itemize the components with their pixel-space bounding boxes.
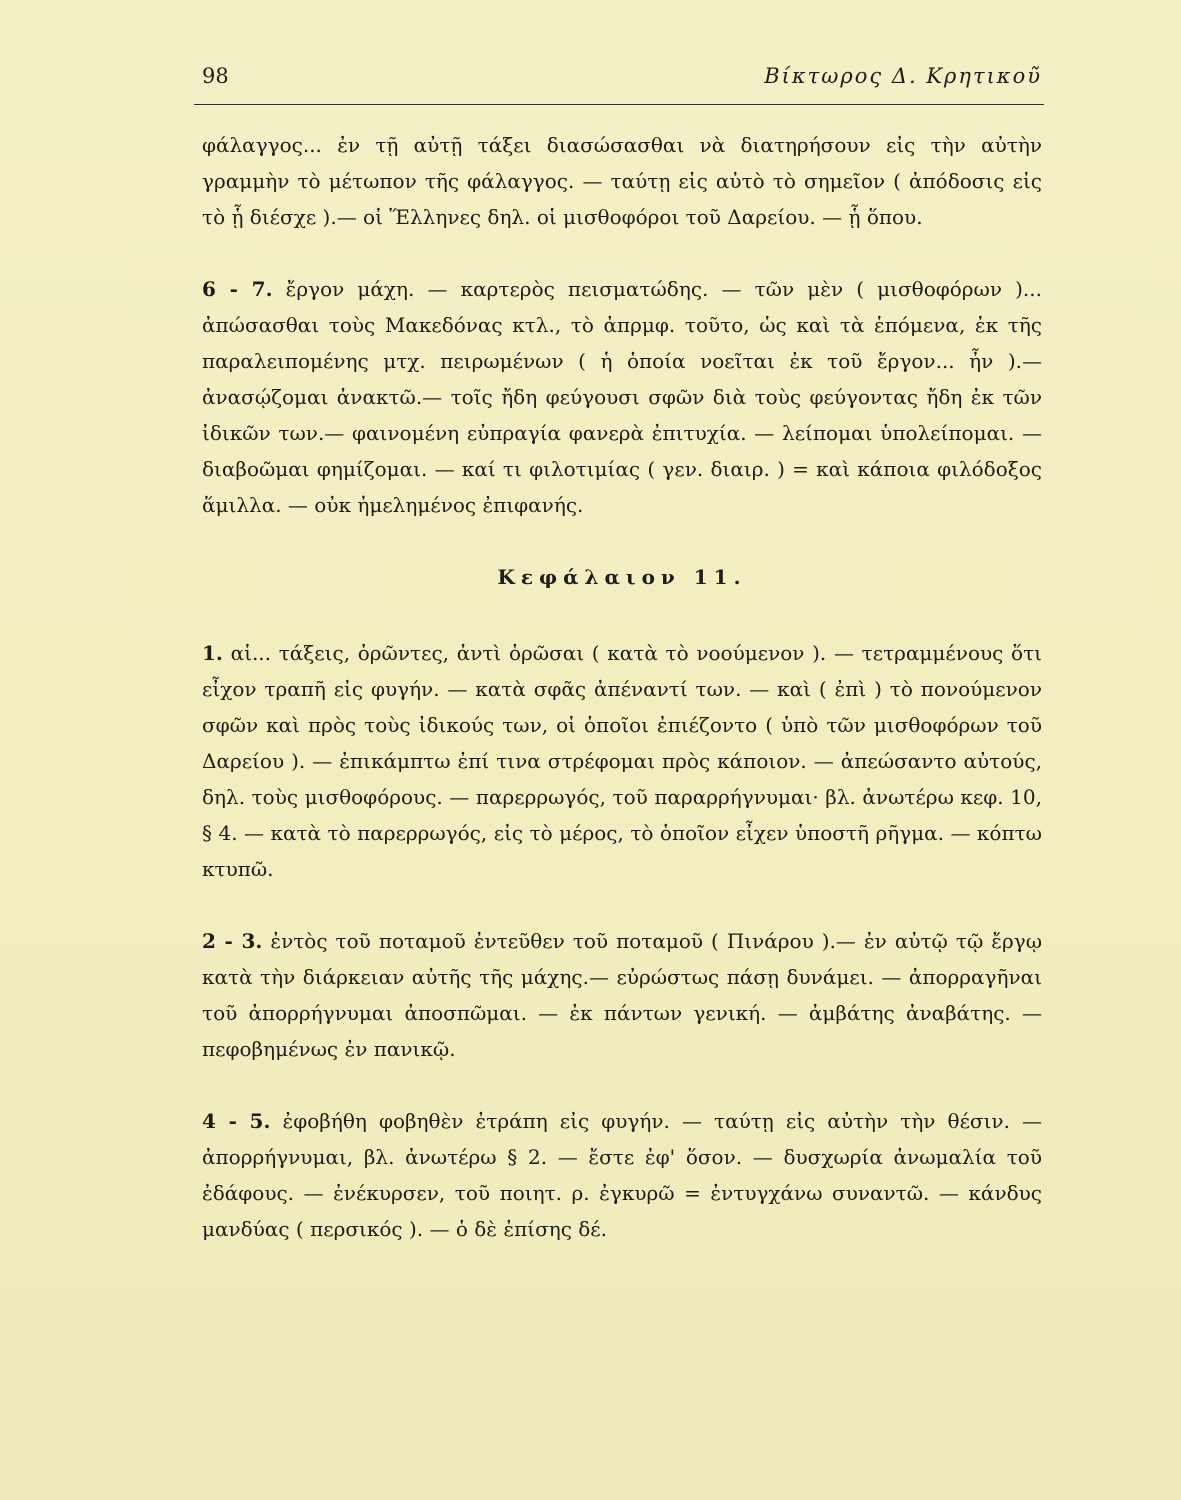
paragraph bbox=[202, 1103, 1042, 1247]
paragraph-text: ἐφοβήθη φοβηθὲν ἐτράπη εἰς φυγήν. — ταύτῃ εἰς αὐτὴν τὴν θέσιν. — ἀπορρήγνυμαι, βλ. ἀνωτέρω § 2. — ἔστε ἐφ' ὅσον. — δυσχωρία ἀνωμαλία τοῦ ἐδάφους. — ἐνέκυρσεν, τοῦ ποιητ. ρ. ἐγκυρῶ = ἐντυγχάνω συναντῶ. — κάνδυς μανδύας ( περσικός ). — ὁ δὲ ἐπίσης δέ. bbox=[202, 1109, 1043, 1241]
paragraph bbox=[202, 635, 1042, 887]
chapter-heading: Κεφάλαιον 11. bbox=[497, 565, 747, 589]
paragraph bbox=[202, 271, 1042, 523]
running-title: Βίκτωρος Δ. Κρητικοῦ bbox=[764, 64, 1042, 88]
paragraph bbox=[202, 923, 1042, 1067]
paragraph-lead: 6 - 7. bbox=[202, 277, 273, 301]
paragraph-lead: 1. bbox=[202, 641, 223, 665]
paragraph bbox=[202, 127, 1042, 235]
paragraph-lead: 4 - 5. bbox=[202, 1109, 271, 1133]
paragraph-text: αἱ... τάξεις, ὁρῶντες, ἀντὶ ὁρῶσαι ( κατὰ τὸ νοούμενον ). — τετραμμένους ὅτι εἶχον τραπῆ εἰς φυγήν. — κατὰ σφᾶς ἀπέναντί των. — καὶ ( ἐπὶ ) τὸ πονούμενον σφῶν καὶ πρὸς τοὺς ἰδικούς των, οἱ ὁποῖοι ἐπιέζοντο ( ὑπὸ τῶν μισθοφόρων τοῦ Δαρείου ). — ἐπικάμπτω ἐπί τινα στρέφομαι πρὸς κάποιον. — ἀπεώσαντο αὐτούς, δηλ. τοὺς μισθοφόρους. — παρερρωγός, τοῦ παραρρήγνυμαι· βλ. ἀνωτέρω κεφ. 10, § 4. — κατὰ τὸ παρερρωγός, εἰς τὸ μέρος, τὸ ὁποῖον εἶχεν ὑποστῆ ρῆγμα. — κόπτω κτυπῶ. bbox=[202, 641, 1042, 881]
commentary-body bbox=[202, 127, 1042, 1283]
page-number: 98 bbox=[202, 64, 229, 88]
paragraph-lead: 2 - 3. bbox=[202, 929, 263, 953]
paragraph-text: ἔργον μάχη. — καρτερὸς πεισματώδης. — τῶν μὲν ( μισθοφόρων )... ἀπώσασθαι τοὺς Μακεδόνας κτλ., τὸ ἀπρμφ. τοῦτο, ὡς καὶ τὰ ἑπόμενα, ἐκ τῆς παραλειπομένης μτχ. πειρωμένων ( ἡ ὁποία νοεῖται ἐκ τοῦ ἔργον... ἦν ).— ἀνασῴζομαι ἀνακτῶ.— τοῖς ἤδη φεύγουσι σφῶν διὰ τοὺς φεύγοντας ἤδη ἐκ τῶν ἰδικῶν των.— φαινομένη εὐπραγία φανερὰ ἐπιτυχία. — λείπομαι ὑπολείπομαι. — διαβοῶμαι φημίζομαι. — καί τι φιλοτιμίας ( γεν. διαιρ. ) = καὶ κάποια φιλόδοξος ἅμιλλα. — οὐκ ἠμελημένος ἐπιφανής. bbox=[202, 277, 1043, 517]
paragraph-text: φάλαγγος... ἐν τῇ αὐτῇ τάξει διασώσασθαι νὰ διατηρήσουν εἰς τὴν αὐτὴν γραμμὴν τὸ μέτωπον τῆς φάλαγγος. — ταύτῃ εἰς αὐτὸ τὸ σημεῖον ( ἀπόδοσις εἰς τὸ ᾗ διέσχε ).— οἱ Ἕλληνες δηλ. οἱ μισθοφόροι τοῦ Δαρείου. — ᾗ ὅπου. bbox=[202, 133, 1042, 229]
paragraph-text: ἐντὸς τοῦ ποταμοῦ ἐντεῦθεν τοῦ ποταμοῦ ( Πινάρου ).— ἐν αὐτῷ τῷ ἔργῳ κατὰ τὴν διάρκειαν αὐτῆς τῆς μάχης.— εὐρώστως πάσῃ δυνάμει. — ἀπορραγῆναι τοῦ ἀπορρήγνυμαι ἀποσπῶμαι. — ἐκ πάντων γενική. — ἀμβάτης ἀναβάτης. — πεφοβημένως ἐν πανικῷ. bbox=[202, 929, 1043, 1061]
header-rule bbox=[194, 104, 1044, 105]
